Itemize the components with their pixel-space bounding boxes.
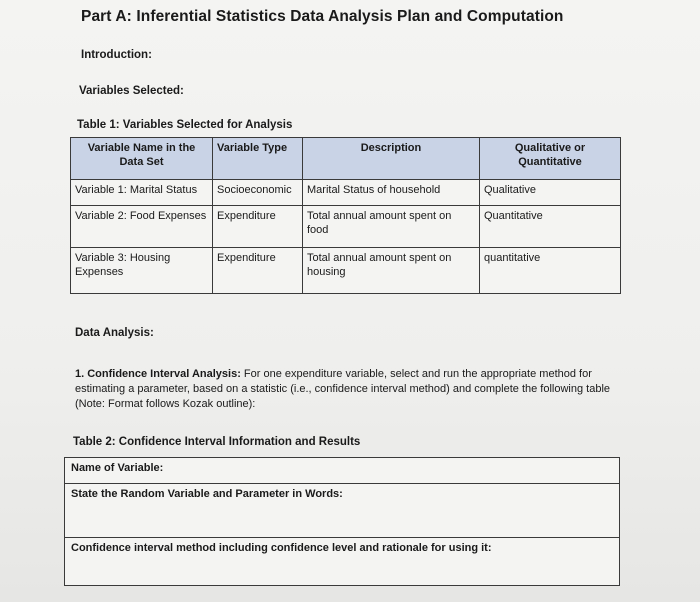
cell: Variable 1: Marital Status [71, 180, 213, 206]
random-variable-field[interactable]: State the Random Variable and Parameter in Words: [65, 484, 620, 538]
table-row [65, 484, 620, 538]
cell: quantitative [480, 248, 621, 294]
ci-instructions [75, 367, 615, 412]
table-row [71, 206, 621, 248]
cell: Total annual amount spent on food [303, 206, 480, 248]
ci-heading: 1. Confidence Interval Analysis: [75, 368, 241, 380]
header-variable-type: Variable Type [213, 138, 303, 180]
header-qual-quant: Qualitative or Quantitative [480, 138, 621, 180]
variables-table [70, 137, 621, 294]
ci-method-field[interactable]: Confidence interval method including confidence level and rationale for using it: [65, 538, 620, 586]
variable-name-field[interactable]: Name of Variable: [65, 458, 620, 484]
cell: Variable 3: Housing Expenses [71, 248, 213, 294]
cell: Qualitative [480, 180, 621, 206]
page-title: Part A: Inferential Statistics Data Analysis Plan and Computation [81, 8, 564, 25]
ci-results-table [64, 457, 620, 586]
ci-text: For one expenditure variable, select and run the appropriate method for estimating a parameter, based on a statistic (i.e., confidence interval method) and complete the following table (Note: Format follows Kozak outline): [75, 368, 611, 410]
cell: Socioeconomic [213, 180, 303, 206]
cell: Total annual amount spent on housing [303, 248, 480, 294]
table2-caption: Table 2: Confidence Interval Information and Results [73, 436, 361, 448]
cell: Expenditure [213, 206, 303, 248]
table-row [65, 538, 620, 586]
table1-caption: Table 1: Variables Selected for Analysis [77, 119, 293, 131]
header-description: Description [303, 138, 480, 180]
data-analysis-label: Data Analysis: [75, 327, 154, 339]
cell: Marital Status of household [303, 180, 480, 206]
cell: Expenditure [213, 248, 303, 294]
table-row [71, 180, 621, 206]
cell: Variable 2: Food Expenses [71, 206, 213, 248]
cell: Quantitative [480, 206, 621, 248]
table-row [65, 458, 620, 484]
introduction-label: Introduction: [81, 49, 152, 61]
header-variable-name: Variable Name in the Data Set [71, 138, 213, 180]
table-row [71, 248, 621, 294]
variables-selected-label: Variables Selected: [79, 85, 184, 97]
